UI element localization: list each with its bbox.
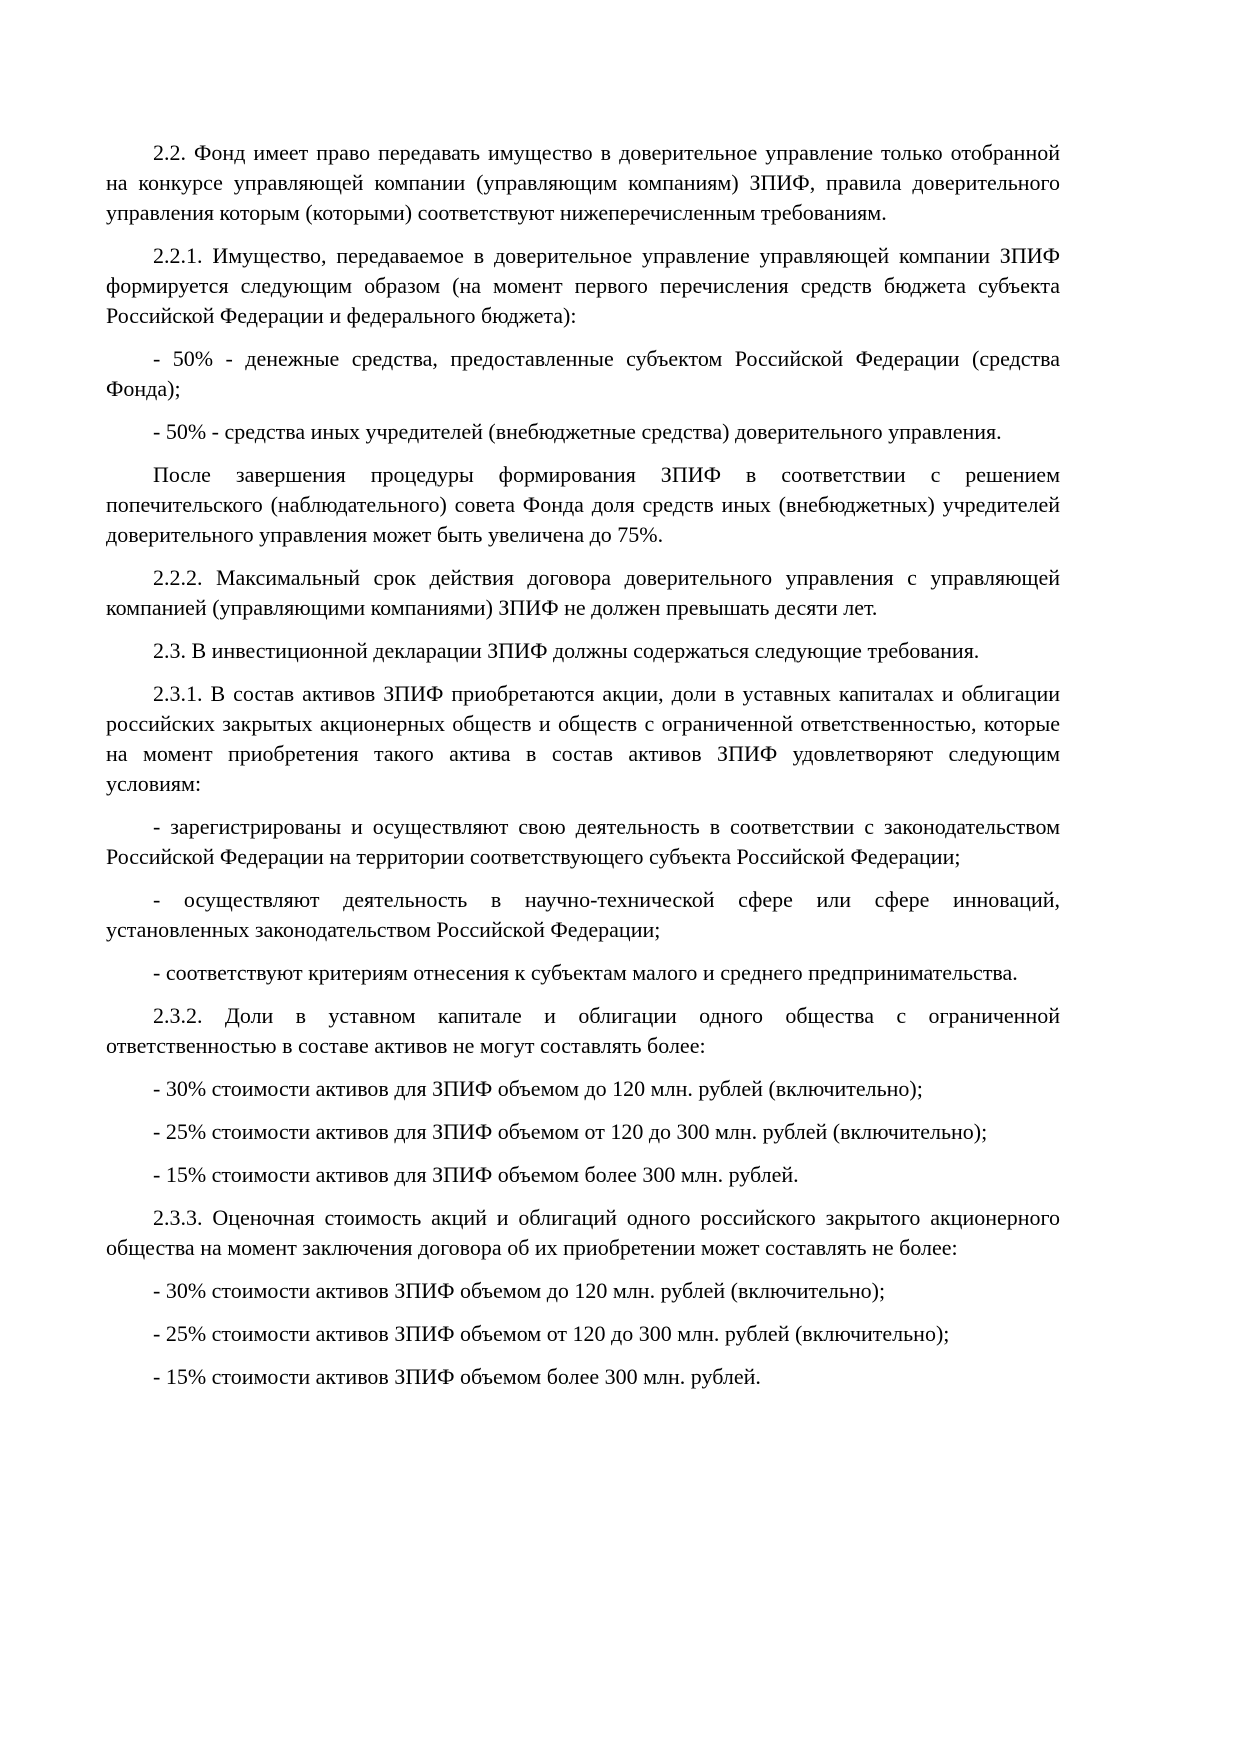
paragraph-2-3-2-item-2: - 25% стоимости активов для ЗПИФ объемом от 120 до 300 млн. рублей (включительно); bbox=[153, 1119, 988, 1144]
paragraph-2-2-1-item-2: - 50% - средства иных учредителей (внебюджетные средства) доверительного управления. bbox=[153, 419, 1002, 444]
paragraph-2-2-1: 2.2.1. Имущество, передаваемое в доверительное управление управляющей компании ЗПИФ формируется следующим образом (на момент первого перечисления средств бюджета субъекта Российской Федерации и федерального бюджета): bbox=[106, 243, 1060, 328]
paragraph-2-3-3-item-1: - 30% стоимости активов ЗПИФ объемом до 120 млн. рублей (включительно); bbox=[153, 1278, 886, 1303]
paragraph-2-2: 2.2. Фонд имеет право передавать имущество в доверительное управление только отобранной на конкурсе управляющей компании (управляющим компаниям) ЗПИФ, правила доверительного управления которым (которыми) соответствуют нижеперечисленным требованиям. bbox=[106, 140, 1060, 225]
paragraph-2-3-1-item-1: - зарегистрированы и осуществляют свою деятельность в соответствии с законодательством Российской Федерации на территории соответствующего субъекта Российской Федерации; bbox=[106, 814, 1060, 869]
paragraph-2-2-2: 2.2.2. Максимальный срок действия договора доверительного управления с управляющей компанией (управляющими компаниями) ЗПИФ не должен превышать десяти лет. bbox=[106, 565, 1060, 620]
paragraph-2-3-1-item-3: - соответствуют критериям отнесения к субъектам малого и среднего предпринимательства. bbox=[153, 960, 1018, 985]
paragraph-2-3-3-item-3: - 15% стоимости активов ЗПИФ объемом более 300 млн. рублей. bbox=[153, 1364, 761, 1389]
paragraph-2-3-1-item-2: - осуществляют деятельность в научно-технической сфере или сфере инноваций, установленных законодательством Российской Федерации; bbox=[106, 887, 1060, 942]
paragraph-2-2-1-item-1: - 50% - денежные средства, предоставленные субъектом Российской Федерации (средства Фонда); bbox=[106, 346, 1060, 401]
paragraph-2-3-1: 2.3.1. В состав активов ЗПИФ приобретаются акции, доли в уставных капиталах и облигации российских закрытых акционерных обществ и обществ с ограниченной ответственностью, которые на момент приобретения такого актива в состав активов ЗПИФ удовлетворяют следующим условиям: bbox=[106, 681, 1060, 796]
paragraph-2-3-3: 2.3.3. Оценочная стоимость акций и облигаций одного российского закрытого акционерного общества на момент заключения договора об их приобретении может составлять не более: bbox=[106, 1205, 1060, 1260]
document-body bbox=[106, 138, 1060, 1392]
paragraph-2-3: 2.3. В инвестиционной декларации ЗПИФ должны содержаться следующие требования. bbox=[153, 638, 980, 663]
paragraph-2-3-2-item-3: - 15% стоимости активов для ЗПИФ объемом более 300 млн. рублей. bbox=[153, 1162, 799, 1187]
paragraph-2-3-2-item-1: - 30% стоимости активов для ЗПИФ объемом до 120 млн. рублей (включительно); bbox=[153, 1076, 923, 1101]
paragraph-2-3-2: 2.3.2. Доли в уставном капитале и облигации одного общества с ограниченной ответственностью в составе активов не могут составлять более: bbox=[106, 1003, 1060, 1058]
paragraph-2-2-1-note: После завершения процедуры формирования ЗПИФ в соответствии с решением попечительского (наблюдательного) совета Фонда доля средств иных (внебюджетных) учредителей доверительного управления может быть увеличена до 75%. bbox=[106, 462, 1060, 547]
paragraph-2-3-3-item-2: - 25% стоимости активов ЗПИФ объемом от 120 до 300 млн. рублей (включительно); bbox=[153, 1321, 950, 1346]
